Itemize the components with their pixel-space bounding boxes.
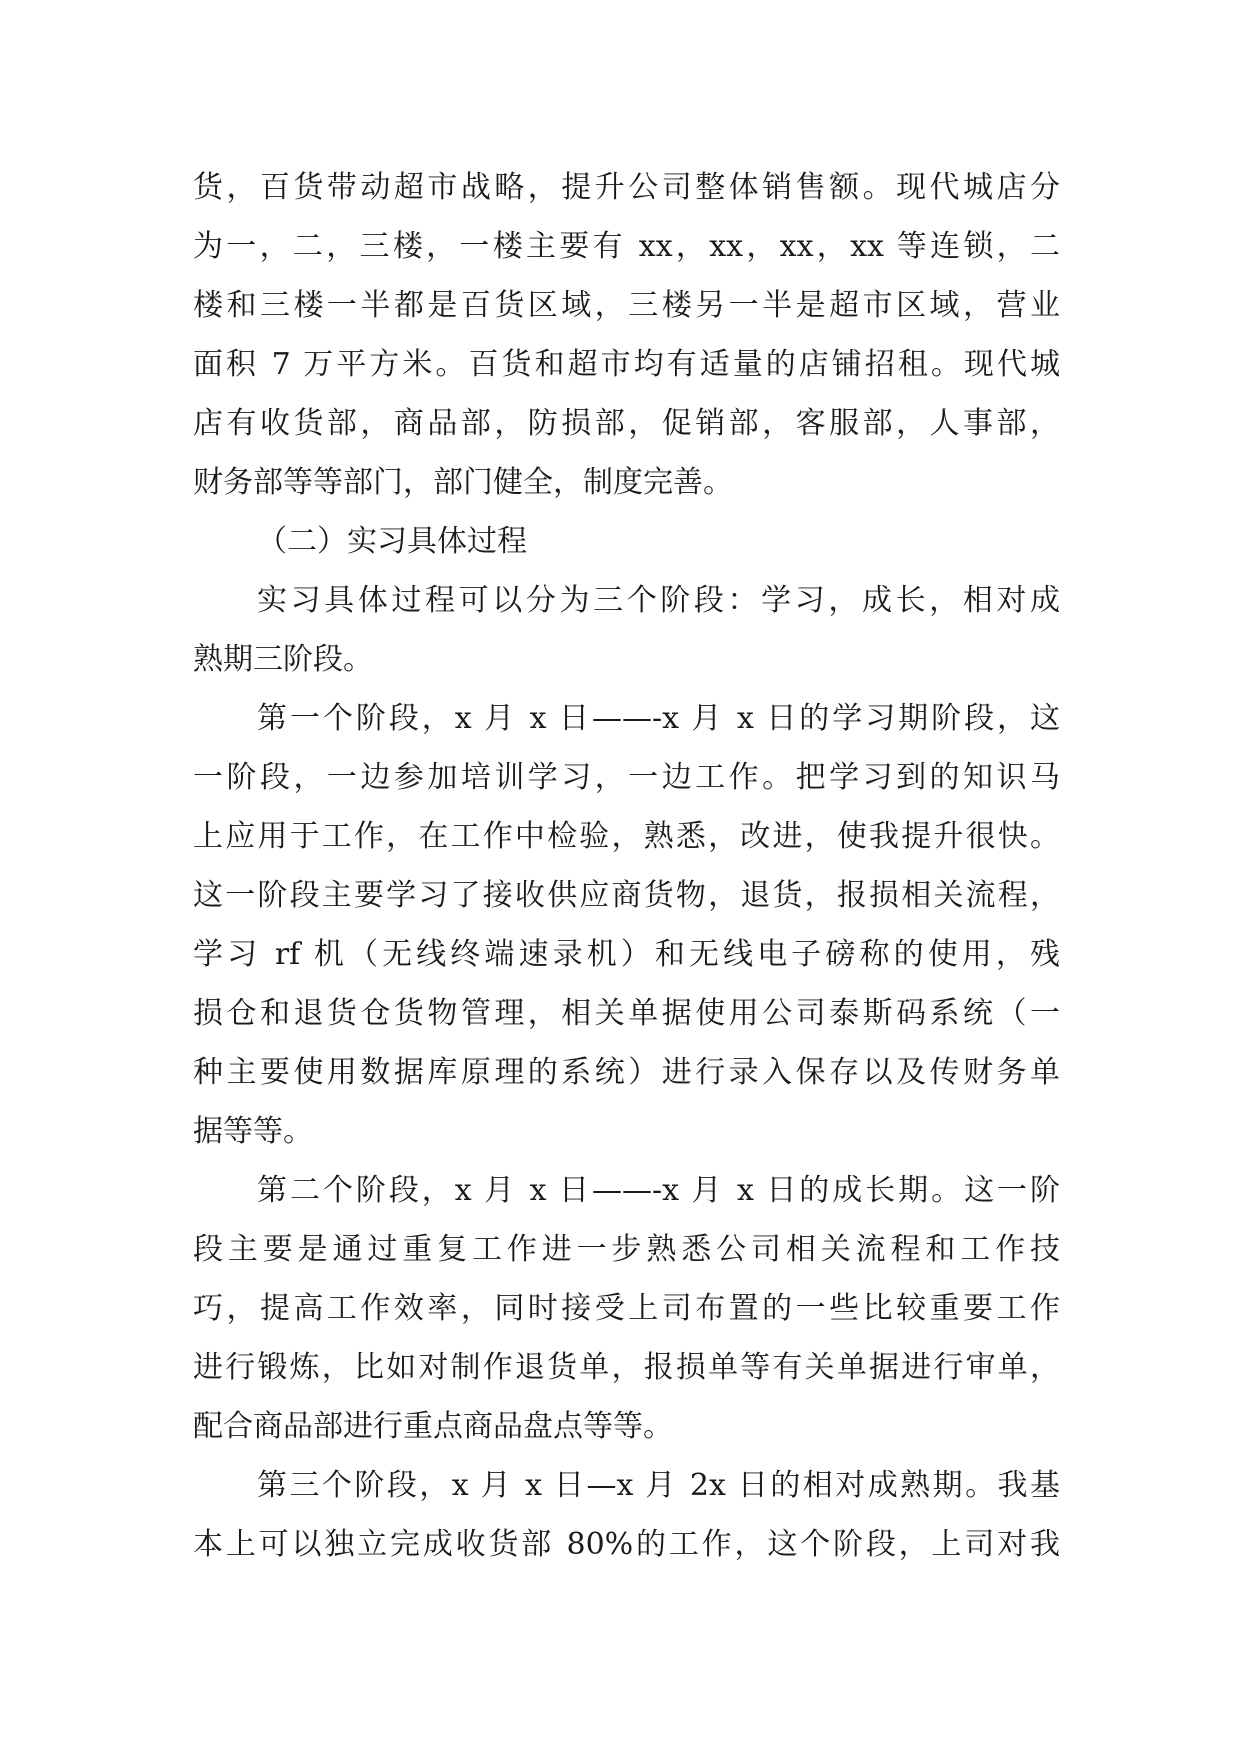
text-line: 实习具体过程可以分为三个阶段：学习，成长，相对成 <box>257 583 1060 618</box>
paragraph-internship-stages-intro <box>193 571 1060 689</box>
text-line: 一阶段，一边参加培训学习，一边工作。把学习到的知识马 <box>193 760 1060 795</box>
text-line: 面积 7 万平方米。百货和超市均有适量的店铺招租。现代城 <box>193 347 1060 382</box>
text-line: 第二个阶段，x 月 x 日——-x 月 x 日的成长期。这一阶 <box>257 1173 1060 1208</box>
text-line: 上应用于工作，在工作中检验，熟悉，改进，使我提升很快。 <box>193 819 1060 854</box>
text-line: 据等等。 <box>193 1114 313 1149</box>
paragraph-stage-two <box>193 1161 1060 1456</box>
text-line: 学习 rf 机（无线终端速录机）和无线电子磅称的使用，残 <box>193 937 1060 972</box>
text-line: 损仓和退货仓货物管理，相关单据使用公司泰斯码系统（一 <box>193 996 1060 1031</box>
text-line: 熟期三阶段。 <box>193 642 373 677</box>
text-line: 种主要使用数据库原理的系统）进行录入保存以及传财务单 <box>193 1055 1060 1090</box>
text-line: 为一，二，三楼，一楼主要有 xx，xx，xx，xx 等连锁，二 <box>193 229 1060 264</box>
text-line: 这一阶段主要学习了接收供应商货物，退货，报损相关流程， <box>193 878 1060 913</box>
text-line: 段主要是通过重复工作进一步熟悉公司相关流程和工作技 <box>193 1232 1060 1267</box>
section-heading-text: （二）实习具体过程 <box>257 524 527 559</box>
paragraph-stage-one <box>193 689 1060 1161</box>
text-line: 第三个阶段，x 月 x 日—x 月 2x 日的相对成熟期。我基 <box>257 1468 1060 1503</box>
text-line: 店有收货部，商品部，防损部，促销部，客服部，人事部， <box>193 406 1060 441</box>
text-line: 楼和三楼一半都是百货区域，三楼另一半是超市区域，营业 <box>193 288 1060 323</box>
paragraph-store-overview <box>193 158 1060 512</box>
paragraph-stage-three <box>193 1456 1060 1574</box>
text-line: 货，百货带动超市战略，提升公司整体销售额。现代城店分 <box>193 170 1060 205</box>
text-line: 第一个阶段，x 月 x 日——-x 月 x 日的学习期阶段，这 <box>257 701 1060 736</box>
text-line: 本上可以独立完成收货部 80%的工作，这个阶段，上司对我 <box>193 1527 1060 1562</box>
document-body <box>193 158 1060 1574</box>
text-line: 巧，提高工作效率，同时接受上司布置的一些比较重要工作 <box>193 1291 1060 1326</box>
text-line: 财务部等等部门，部门健全，制度完善。 <box>193 465 733 500</box>
text-line: 进行锻炼，比如对制作退货单，报损单等有关单据进行审单， <box>193 1350 1060 1385</box>
text-line: 配合商品部进行重点商品盘点等等。 <box>193 1409 673 1444</box>
section-heading <box>193 512 1060 571</box>
